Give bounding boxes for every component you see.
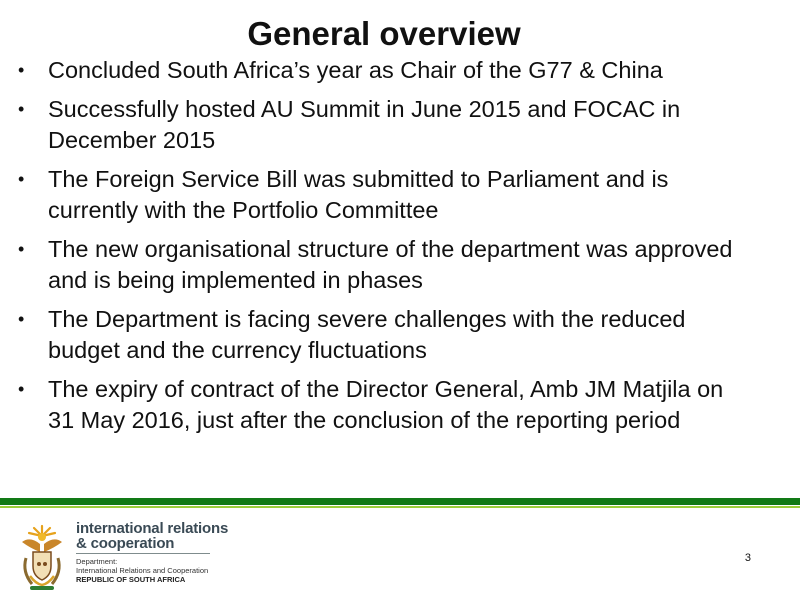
brand-name-line1: international relations (76, 520, 229, 537)
footer-divider-dark (0, 498, 800, 505)
bullet-text: Successfully hosted AU Summit in June 2015 and FOCAC in December 2015 (48, 96, 681, 153)
coat-of-arms-icon (16, 522, 68, 592)
bullet-item (14, 94, 754, 156)
bullet-icon: • (18, 309, 25, 329)
bullet-item (14, 304, 754, 366)
bullet-text: The new organisational structure of the department was approved and is being implemented in phases (48, 236, 733, 293)
bullet-text: The Department is facing severe challenges with the reduced budget and the currency fluctuations (48, 306, 686, 363)
bullet-icon: • (18, 379, 25, 399)
bullet-icon: • (18, 99, 25, 119)
department-name: International Relations and Cooperation (76, 566, 209, 575)
bullet-icon: • (18, 169, 25, 189)
bullet-item (14, 374, 754, 436)
brand-rule (76, 553, 210, 554)
page-number: 3 (744, 552, 751, 564)
bullet-icon: • (18, 60, 25, 80)
footer (0, 508, 800, 600)
bullet-list (14, 55, 754, 444)
bullet-item (14, 164, 754, 226)
brand-block (76, 521, 316, 584)
slide-title: General overview (247, 15, 521, 52)
brand-name-line2: & cooperation (76, 535, 175, 552)
department-label: Department: (76, 557, 118, 566)
bullet-item (14, 55, 754, 86)
bullet-text: The expiry of contract of the Director General, Amb JM Matjila on 31 May 2016, just after the conclusion of the reporting period (48, 376, 724, 433)
bullet-item (14, 234, 754, 296)
bullet-icon: • (18, 239, 25, 259)
country-name: REPUBLIC OF SOUTH AFRICA (76, 575, 186, 584)
bullet-text: The Foreign Service Bill was submitted to Parliament and is currently with the Portfolio Committee (48, 166, 669, 223)
bullet-text: Concluded South Africa’s year as Chair of the G77 & China (48, 57, 663, 83)
